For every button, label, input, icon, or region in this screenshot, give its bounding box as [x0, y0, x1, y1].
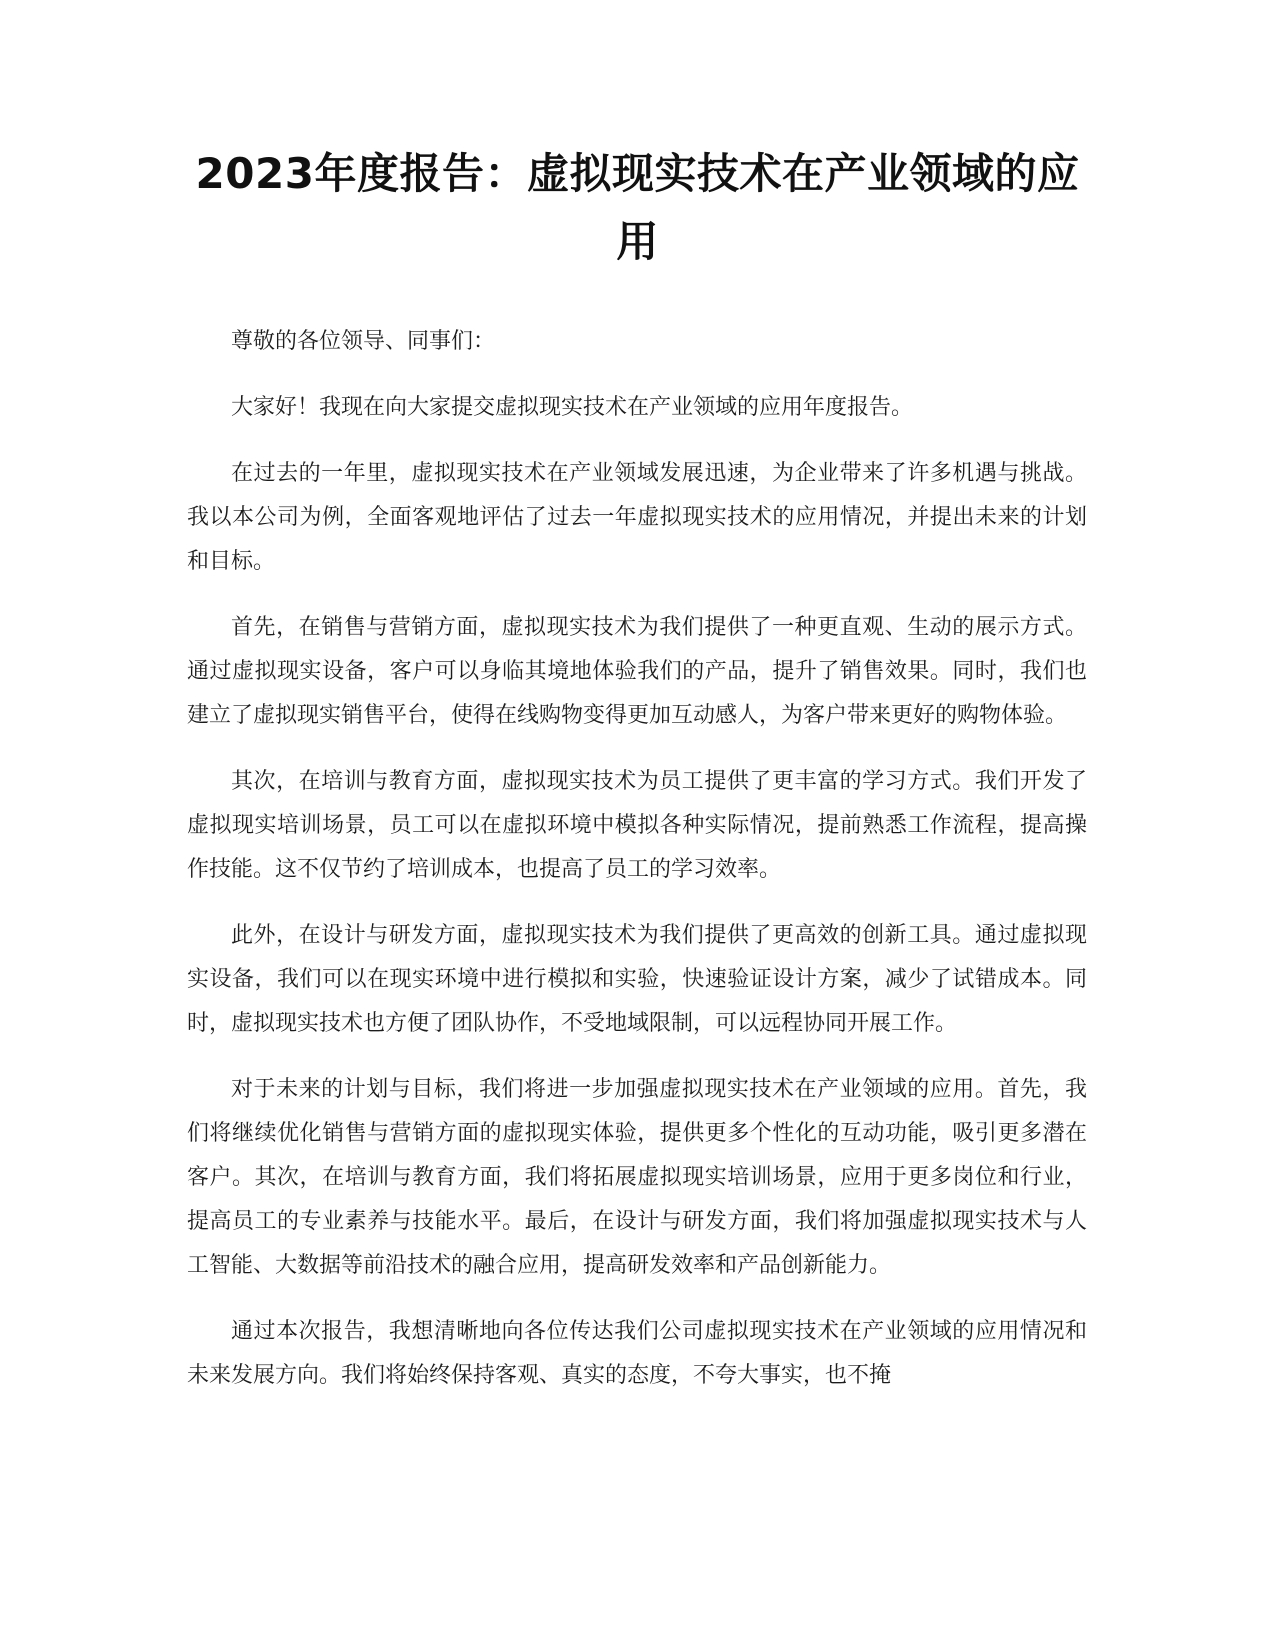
document-title: 2023年度报告：虚拟现实技术在产业领域的应用: [195, 149, 1080, 266]
paragraph-future-plans: 对于未来的计划与目标，我们将进一步加强虚拟现实技术在产业领域的应用。首先，我们将继续优化销售与营销方面的虚拟现实体验，提供更多个性化的互动功能，吸引更多潜在客户。其次，在培训与教育方面，我们将拓展虚拟现实培训场景，应用于更多岗位和行业，提高员工的专业素养与技能水平。最后，在设计与研发方面，我们将加强虚拟现实技术与人工智能、大数据等前沿技术的融合应用，提高研发效率和产品创新能力。: [187, 1077, 1087, 1278]
paragraph-design-rnd: 此外，在设计与研发方面，虚拟现实技术为我们提供了更高效的创新工具。通过虚拟现实设备，我们可以在现实环境中进行模拟和实验，快速验证设计方案，减少了试错成本。同时，虚拟现实技术也方便了团队协作，不受地域限制，可以远程协同开展工作。: [187, 923, 1087, 1036]
paragraph-greeting: 大家好！我现在向大家提交虚拟现实技术在产业领域的应用年度报告。: [231, 395, 914, 420]
paragraph-conclusion: 通过本次报告，我想清晰地向各位传达我们公司虚拟现实技术在产业领域的应用情况和未来发展方向。我们将始终保持客观、真实的态度，不夸大事实，也不掩: [187, 1319, 1087, 1388]
paragraph-training-education: 其次，在培训与教育方面，虚拟现实技术为员工提供了更丰富的学习方式。我们开发了虚拟现实培训场景，员工可以在虚拟环境中模拟各种实际情况，提前熟悉工作流程，提高操作技能。这不仅节约了培训成本，也提高了员工的学习效率。: [187, 769, 1087, 882]
paragraph-salutation: 尊敬的各位领导、同事们：: [231, 329, 496, 354]
paragraph-sales-marketing: 首先，在销售与营销方面，虚拟现实技术为我们提供了一种更直观、生动的展示方式。通过虚拟现实设备，客户可以身临其境地体验我们的产品，提升了销售效果。同时，我们也建立了虚拟现实销售平台，使得在线购物变得更加互动感人，为客户带来更好的购物体验。: [187, 615, 1087, 728]
paragraph-overview: 在过去的一年里，虚拟现实技术在产业领域发展迅速，为企业带来了许多机遇与挑战。我以本公司为例，全面客观地评估了过去一年虚拟现实技术的应用情况，并提出未来的计划和目标。: [187, 461, 1087, 574]
document-body: [187, 320, 1087, 1420]
